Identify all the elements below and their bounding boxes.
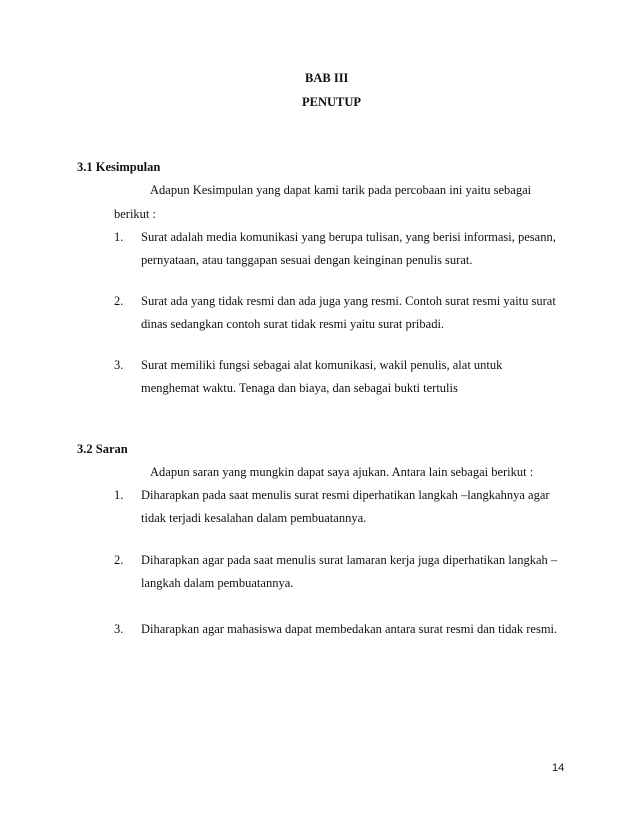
section-heading-kesimpulan: 3.1 Kesimpulan [77, 160, 161, 174]
list-item-number: 3. [114, 358, 124, 372]
list-item-text: Surat adalah media komunikasi yang berupa tulisan, yang berisi informasi, pesann, [141, 230, 556, 244]
list-item-number: 1. [114, 230, 124, 244]
list-item-number: 2. [114, 294, 124, 308]
kesimpulan-intro-continued: berikut : [114, 207, 157, 221]
list-item-text-continued: langkah dalam pembuatannya. [141, 576, 294, 590]
page-number: 14 [552, 762, 565, 774]
list-item-text-continued: pernyataan, atau tanggapan sesuai dengan keinginan penulis surat. [141, 253, 473, 267]
kesimpulan-intro: Adapun Kesimpulan yang dapat kami tarik pada percobaan ini yaitu sebagai [150, 183, 532, 197]
list-item-text: Surat memiliki fungsi sebagai alat komunikasi, wakil penulis, alat untuk [141, 358, 503, 372]
list-item-text: Surat ada yang tidak resmi dan ada juga yang resmi. Contoh surat resmi yaitu surat [141, 294, 556, 308]
saran-intro: Adapun saran yang mungkin dapat saya ajukan. Antara lain sebagai berikut : [150, 465, 534, 479]
list-item-number: 1. [114, 488, 124, 502]
list-item-text: Diharapkan pada saat menulis surat resmi diperhatikan langkah –langkahnya agar [141, 488, 550, 502]
section-heading-saran: 3.2 Saran [77, 442, 128, 456]
list-item-number: 3. [114, 622, 124, 636]
list-item-text-continued: dinas sedangkan contoh surat tidak resmi yaitu surat pribadi. [141, 317, 445, 331]
list-item-text: Diharapkan agar mahasiswa dapat membedakan antara surat resmi dan tidak resmi. [141, 622, 558, 636]
chapter-title: PENUTUP [302, 95, 362, 109]
chapter-number: BAB III [305, 71, 349, 85]
list-item-text-continued: menghemat waktu. Tenaga dan biaya, dan sebagai bukti tertulis [141, 381, 458, 395]
list-item-number: 2. [114, 553, 124, 567]
list-item-text-continued: tidak terjadi kesalahan dalam pembuatannya. [141, 511, 367, 525]
list-item-text: Diharapkan agar pada saat menulis surat lamaran kerja juga diperhatikan langkah – [141, 553, 558, 567]
